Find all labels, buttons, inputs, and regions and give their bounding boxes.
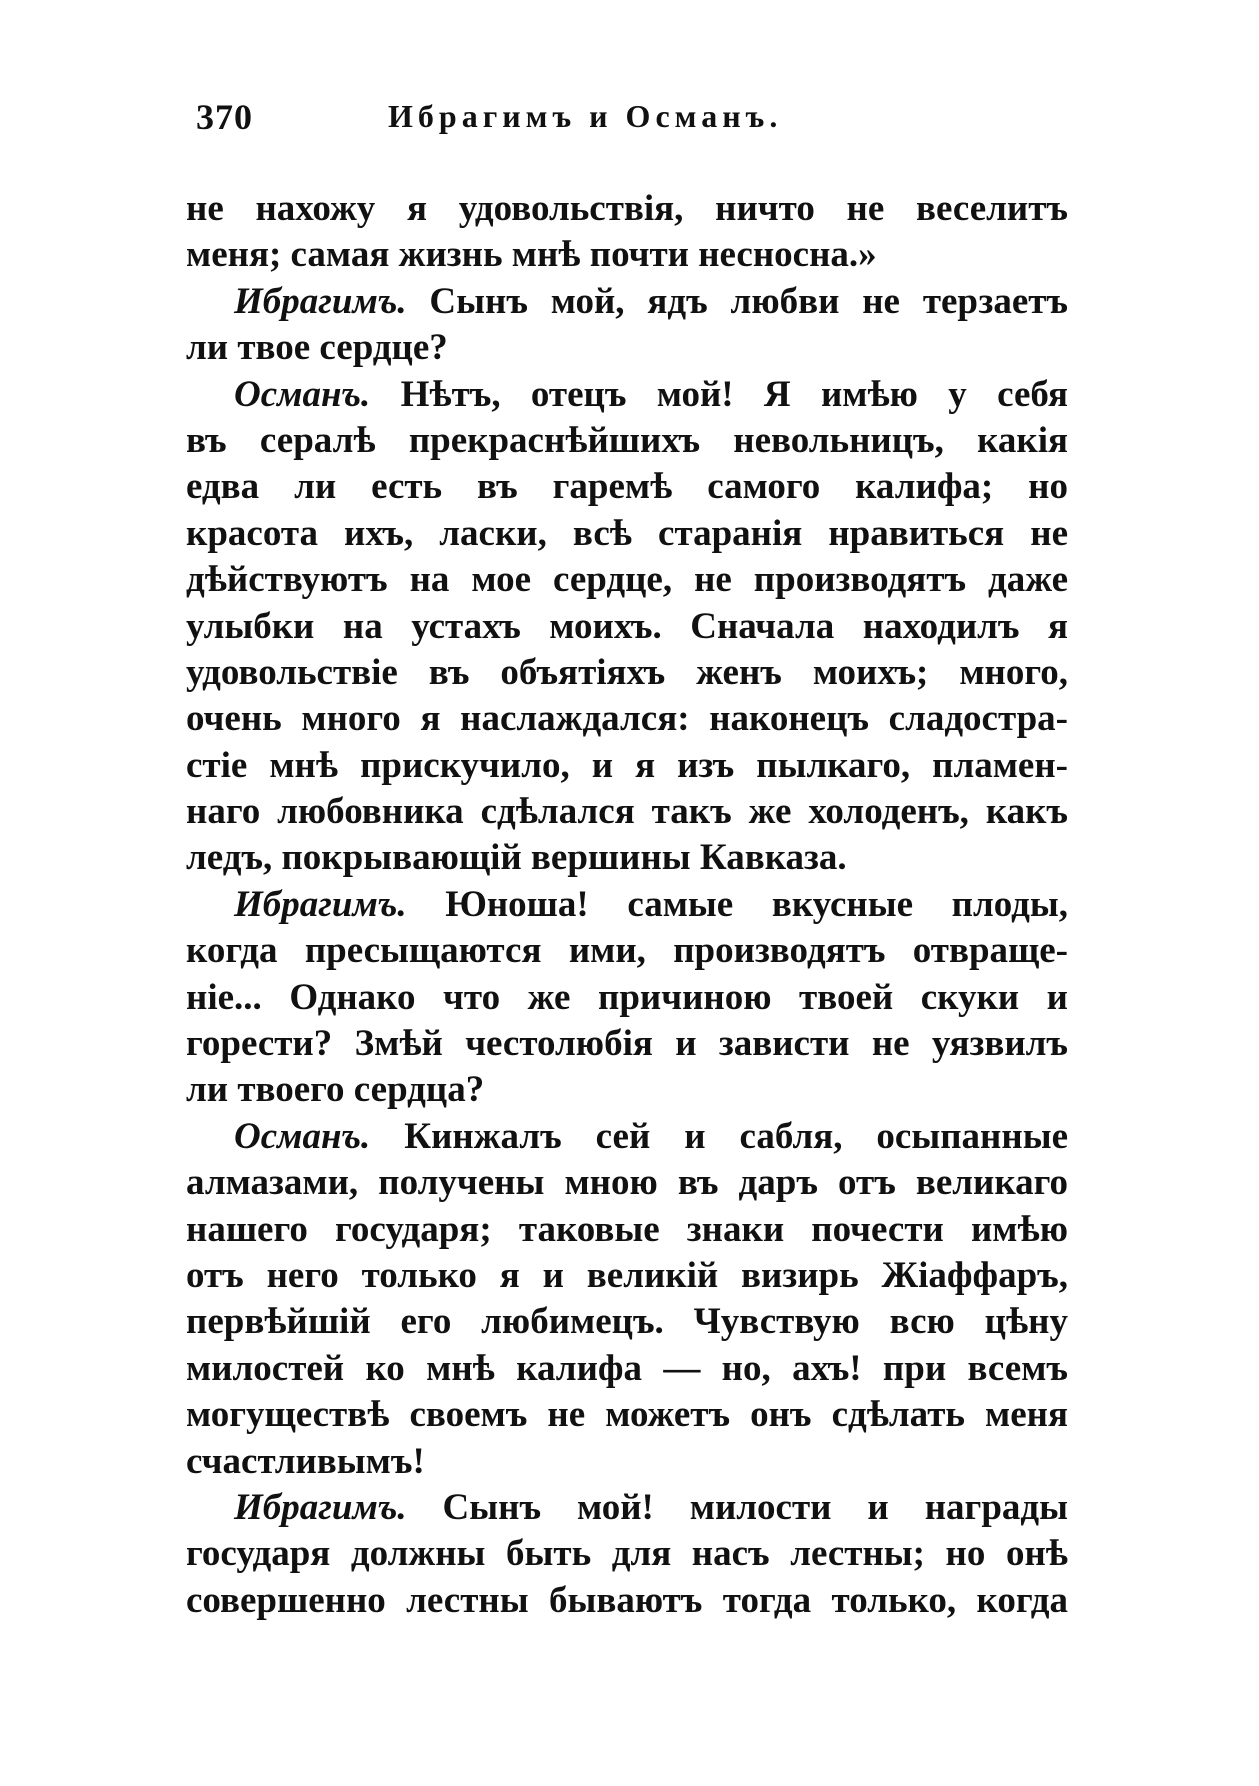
speaker-name: Османъ. — [234, 1115, 371, 1157]
line-text: меня; самая жизнь мнѣ почти несносна.» — [186, 234, 877, 276]
text-line — [186, 1299, 1068, 1345]
text-line — [186, 464, 1068, 510]
text-line — [186, 882, 1068, 928]
text-line — [186, 1439, 1068, 1485]
body-text — [186, 186, 1068, 1624]
line-text: милостей ко мнѣ калифа — но, ахъ! при всемъ — [186, 1347, 1068, 1389]
line-text: нашего государя; таковые знаки почести имѣю — [186, 1208, 1068, 1250]
line-text: горести? Змѣй честолюбія и зависти не уязвилъ — [186, 1023, 1068, 1065]
line-text: алмазами, получены мною въ даръ отъ великаго — [186, 1162, 1068, 1204]
line-text: очень много я наслаждался: наконецъ сладостра- — [186, 698, 1068, 740]
line-text: совершенно лестны бываютъ тогда только, когда — [186, 1579, 1068, 1621]
line-text: въ сералѣ прекраснѣйшихъ невольницъ, какія — [186, 419, 1068, 461]
text-line — [186, 1207, 1068, 1253]
line-text: ли твоего сердца? — [186, 1069, 485, 1111]
text-line — [186, 1531, 1068, 1577]
text-line — [186, 604, 1068, 650]
line-text: первѣйшій его любимецъ. Чувствую всю цѣну — [186, 1301, 1068, 1343]
text-line — [186, 232, 1068, 278]
text-line — [186, 1067, 1068, 1113]
text-line — [186, 1253, 1068, 1299]
text-line — [186, 557, 1068, 603]
text-line — [186, 1485, 1068, 1531]
text-line — [186, 789, 1068, 835]
line-text: Кинжалъ сей и сабля, осыпанные — [370, 1115, 1068, 1157]
text-line — [186, 1392, 1068, 1438]
line-text: ніе... Однако что же причиною твоей скуки и — [186, 976, 1068, 1018]
text-line — [186, 511, 1068, 557]
speaker-name: Ибрагимъ. — [234, 280, 407, 322]
line-text: ли твое сердце? — [186, 327, 448, 369]
line-text: стіе мнѣ прискучило, и я изъ пылкаго, пламен- — [186, 744, 1068, 786]
line-text: Сынъ мой, ядъ любви не терзаетъ — [406, 280, 1068, 322]
page-number: 370 — [196, 97, 253, 137]
speaker-name: Ибрагимъ. — [234, 883, 407, 925]
line-text: удовольствіе въ объятіяхъ женъ моихъ; много, — [186, 651, 1068, 693]
line-text: не нахожу я удовольствія, ничто не веселитъ — [186, 188, 1068, 229]
text-line — [186, 325, 1068, 371]
line-text: Сынъ мой! милости и награды — [406, 1486, 1068, 1528]
text-line — [186, 650, 1068, 696]
line-text: Нѣтъ, отецъ мой! Я имѣю у себя — [370, 373, 1068, 415]
text-line — [186, 696, 1068, 742]
running-head — [188, 96, 1068, 146]
text-line — [186, 279, 1068, 325]
text-line — [186, 975, 1068, 1021]
text-line — [186, 743, 1068, 789]
text-line — [186, 1114, 1068, 1160]
text-line — [186, 418, 1068, 464]
text-line — [186, 1346, 1068, 1392]
line-text: государя должны быть для насъ лестны; но онѣ — [186, 1533, 1068, 1575]
line-text: улыбки на устахъ моихъ. Сначала находилъ я — [186, 605, 1068, 647]
line-text: счастливымъ! — [186, 1440, 425, 1482]
line-text: наго любовника сдѣлался такъ же холоденъ, какъ — [186, 791, 1068, 833]
line-text: когда пресыщаются ими, производятъ отвраще- — [186, 930, 1068, 972]
line-text: едва ли есть въ гаремѣ самого калифа; но — [186, 466, 1068, 508]
text-line — [186, 835, 1068, 881]
line-text: красота ихъ, ласки, всѣ старанія нравиться не — [186, 512, 1068, 554]
line-text: ледъ, покрывающій вершины Кавказа. — [186, 837, 847, 879]
text-line — [186, 928, 1068, 974]
line-text: дѣйствуютъ на мое сердце, не производятъ даже — [186, 559, 1068, 601]
line-text: могуществѣ своемъ не можетъ онъ сдѣлать меня — [186, 1394, 1068, 1436]
speaker-name: Ибрагимъ. — [234, 1486, 407, 1528]
line-text: Юноша! самые вкусные плоды, — [406, 883, 1068, 925]
line-text: отъ него только я и великій визирь Жіаффаръ, — [186, 1254, 1068, 1296]
running-title: Ибрагимъ и Османъ. — [388, 98, 783, 134]
speaker-name: Османъ. — [234, 373, 371, 415]
text-line — [186, 372, 1068, 418]
text-line — [186, 1578, 1068, 1624]
text-line — [186, 186, 1068, 232]
text-line — [186, 1160, 1068, 1206]
text-line — [186, 1021, 1068, 1067]
